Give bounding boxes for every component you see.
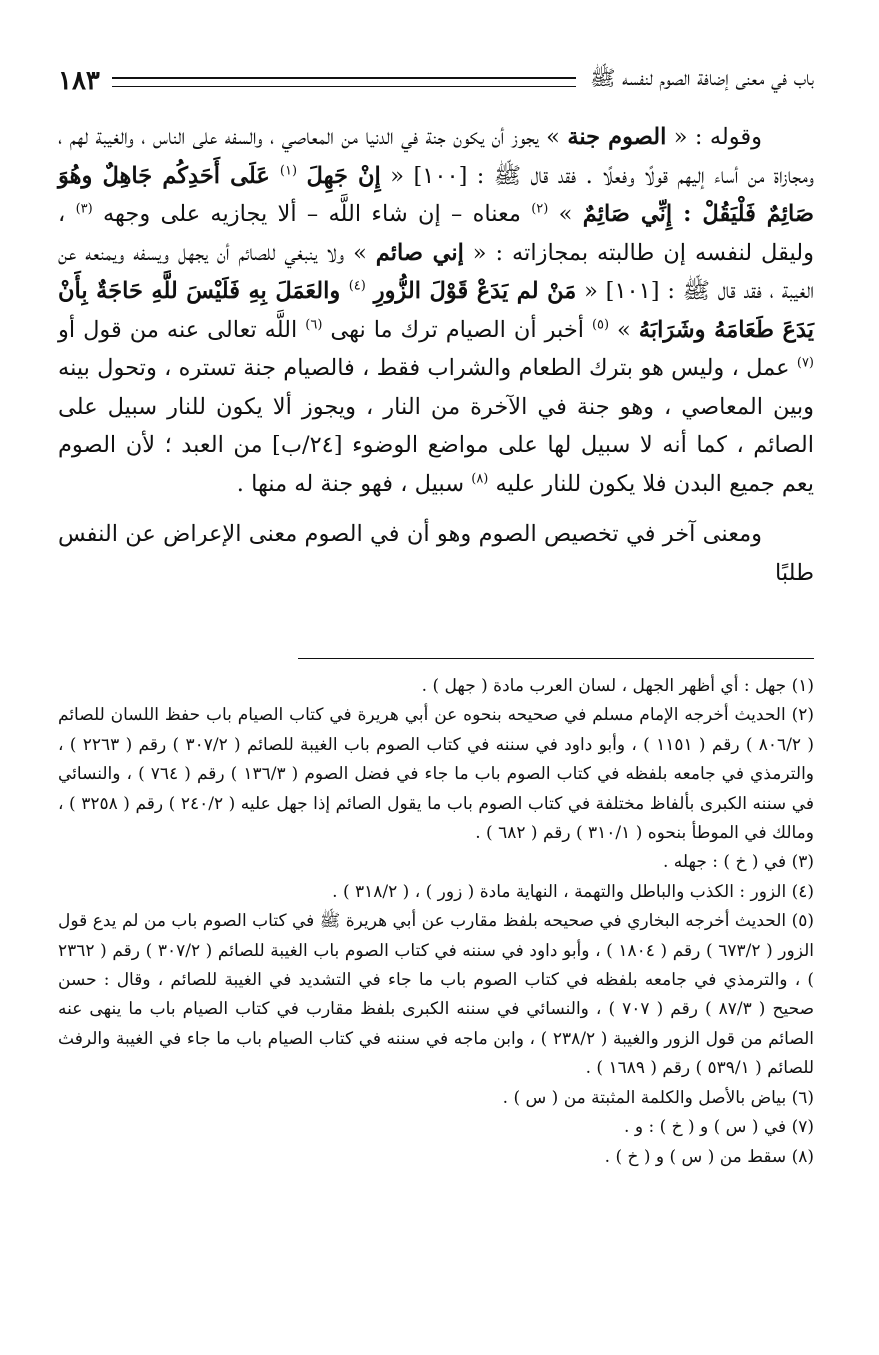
quoted-hadith: الصوم جنة (567, 124, 667, 150)
header-title: باب في معنى إضافة الصوم لنفسه ﷺ (590, 66, 814, 90)
quoted-hadith: عَلَى أَحَدِكُم جَاهِلٌ وهُوَ صَائِمٌ فَلْيَقُلْ : إِنِّي صَائِمٌ (58, 162, 815, 227)
text-segment: عمل ، وليس هو بترك الطعام والشراب فقط ، فالصيام جنة تستره ، وتحول بينه وبين المعاصي ، وهو جنة في الآخرة من النار ، ويجوز ألا يكون للنار سبيل على الصائم ، كما أنه لا سبيل لها على مواضع الوضوء [٢٤/ب] من العبد ؛ لأن الصوم يعم جميع البدن فلا يكون للنار عليه (58, 355, 814, 497)
quoted-hadith: مَنْ لم يَدَعْ قَوْلَ الزُّورِ (373, 278, 577, 304)
text-segment: » (609, 316, 639, 343)
main-text (58, 118, 814, 592)
footnote-separator (298, 658, 814, 659)
footnote-ref[interactable]: (٥) (591, 317, 610, 332)
text-segment: وقوله : « (666, 124, 763, 150)
quoted-hadith: إني صائم (375, 239, 464, 266)
footnote-5: (٥) الحديث أخرجه البخاري في صحيحه بلفظ مقارب عن أبي هريرة ﷺ في كتاب الصوم باب من لم يدع قول الزور ( ٦٧٣/٢ ) رقم ( ١٨٠٤ ) ، وأبو داود في سننه في كتاب الصوم باب الغيبة للصائم ( ٣٠٧/٢ ) رقم ( ٢٣٦٢ ) ، والترمذي في جامعه بلفظه في كتاب الصوم باب ما جاء في التشديد في الغيبة للصائم ، وقال : حسن صحيح ( ٨٧/٣ ) رقم ( ٧٠٧ ) ، والنسائي في سننه الكبرى بلفظ مقارب في كتاب الصيام باب ما ينهى عنه الصائم من قول الزور والغيبة ( ٢٣٨/٢ ) ، وابن ماجه في سننه في كتاب الصيام باب ما جاء في الغيبة والرفث للصائم ( ٥٣٩/١ ) رقم ( ١٦٨٩ ) . (58, 911, 815, 1079)
footnote-ref[interactable]: (٣) (75, 201, 93, 217)
footnote-7: (٧) في ( س ) و ( خ ) : و . (624, 1117, 814, 1138)
page-number: ١٨٣ (58, 66, 100, 96)
footnote-2: (٢) الحديث أخرجه الإمام مسلم في صحيحه بنحوه عن أبي هريرة في كتاب الصيام باب حفظ اللسان للصائم ( ٨٠٦/٢ ) رقم ( ١١٥١ ) ، وأبو داود في سننه في كتاب الصوم باب الغيبة للصائم ( ٣٠٧/٢ ) رقم ( ٢٢٦٣ ) ، والترمذي في جامعه بلفظه في كتاب الصوم باب ما جاء في فضل الصوم ( ١٣٦/٣ ) رقم ( ٧٦٤ ) ، والنسائي في سننه الكبرى بألفاظ مختلفة في كتاب الصوم باب ما يقول الصائم إذا جهل عليه ( ٢٤٠/٢ ) رقم ( ٣٢٥٨ ) ، ومالك في الموطأ بنحوه ( ٣١٠/١ ) رقم ( ٦٨٢ ) . (58, 705, 815, 844)
text-segment: » يجوز أن يكون جنة في الدنيا من المعاصي ، والسفه على الناس ، والغيبة لهم ، ومجازاة من أساء إليهم قولًا وفعلًا . فقد قال ﷺ : [١٠٠] « (58, 124, 815, 189)
footnote-ref[interactable]: (٨) (471, 471, 489, 486)
footnote-6: (٦) بياض بالأصل والكلمة المثبتة من ( س ) . (502, 1087, 814, 1108)
footnote-3: (٣) في ( خ ) : جهله . (663, 852, 814, 873)
footnote-ref[interactable]: (٢) (531, 201, 549, 217)
quoted-hadith: والعَمَلَ بِهِ فَلَيْسَ للَّهِ حَاجَةٌ بِأَنْ يَدَعَ طَعَامَهُ وشَرَابَهُ (58, 278, 814, 343)
footnote-ref[interactable]: (٧) (796, 355, 814, 371)
footnote-ref[interactable]: (٦) (305, 317, 323, 332)
quoted-hadith: إِنْ جَهِلَ (306, 162, 381, 189)
footnote-ref[interactable]: (١) (279, 163, 298, 178)
footnote-ref[interactable]: (٤) (348, 278, 366, 294)
paragraph-2: ومعنى آخر في تخصيص الصوم وهو أن في الصوم معنى الإعراض عن النفس طلبًا (58, 521, 814, 586)
text-segment: معناه – إن شاء اللَّه – ألا يجازيه على وجهه (92, 201, 532, 227)
header-rule (112, 77, 576, 87)
running-header (58, 52, 814, 96)
paragraph-1 (58, 118, 814, 503)
footnote-4: (٤) الزور : الكذب والباطل والتهمة ، النهاية مادة ( زور ) ، ( ٣١٨/٢ ) . (332, 881, 814, 902)
text-segment: سبيل ، فهو جنة له منها . (236, 470, 472, 497)
text-segment: » (548, 201, 583, 227)
text-segment: » ولا ينبغي للصائم أن يجهل ويسفه ويمنعه عن الغيبة ، فقد قال ﷺ : [١٠١] « (58, 239, 814, 304)
text-segment: اللَّه تعالى عنه من قول أو (58, 316, 306, 343)
footnotes (58, 672, 814, 1172)
footnote-8: (٨) سقط من ( س ) و ( خ ) . (604, 1146, 814, 1167)
text-segment: ، وليقل لنفسه إن طالبته بمجازاته : « (58, 201, 814, 266)
footnote-1: (١) جهل : أي أظهر الجهل ، لسان العرب مادة ( جهل ) . (421, 676, 814, 696)
page-content (58, 52, 814, 592)
text-segment: أخبر أن الصيام ترك ما نهى (322, 316, 592, 343)
